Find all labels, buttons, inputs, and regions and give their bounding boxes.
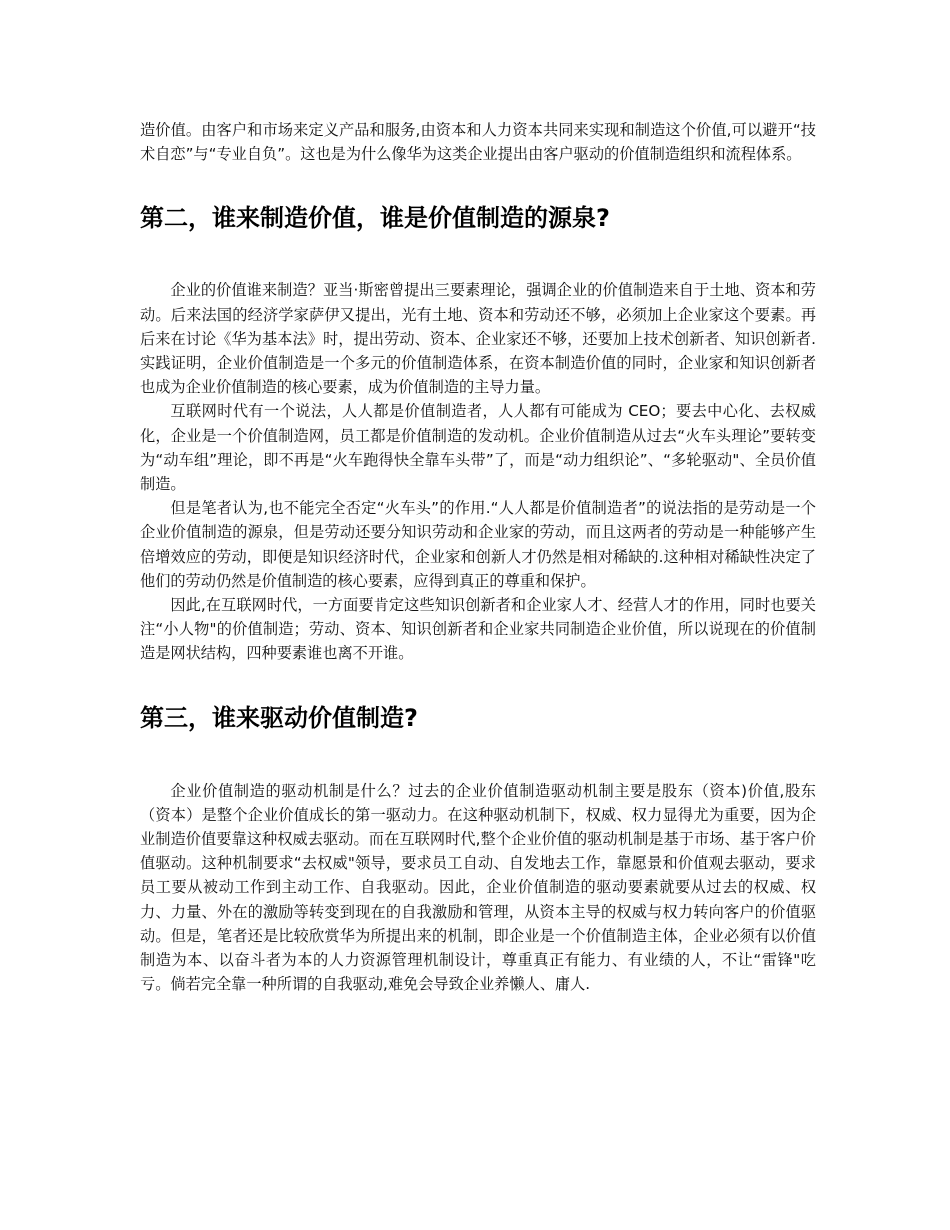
section-2-paragraph-2: 互联网时代有一个说法，人人都是价值制造者，人人都有可能成为 CEO；要去中心化、去权威化，企业是一个价值制造网，员工都是价值制造的发动机。企业价值制造从过去“火车头理论”要转变为“动车组”理论，即不再是“火车跑得快全靠车头带”了，而是“动力组织论”、“多轮驱动"、全员价值制造。	[140, 402, 816, 494]
section-2-paragraph-1: 企业的价值谁来制造？亚当·斯密曾提出三要素理论，强调企业的价值制造来自于土地、资本和劳动。后来法国的经济学家萨伊又提出，光有土地、资本和劳动还不够，必须加上企业家这个要素。再后来在讨论《华为基本法》时，提出劳动、资本、企业家还不够，还要加上技术创新者、知识创新者.实践证明，企业价值制造是一个多元的价值制造体系，在资本制造价值的同时，企业家和知识创新者也成为企业价值制造的核心要素，成为价值制造的主导力量。	[140, 281, 816, 397]
section-3-paragraph-1: 企业价值制造的驱动机制是什么？过去的企业价值制造驱动机制主要是股东（资本)价值,股东（资本）是整个企业价值成长的第一驱动力。在这种驱动机制下，权威、权力显得尤为重要，因为企业制造价值要靠这种权威去驱动。而在互联网时代,整个企业价值的驱动机制是基于市场、基于客户价值驱动。这种机制要求“去权威"领导，要求员工自动、自发地去工作，靠愿景和价值观去驱动，要求员工要从被动工作到主动工作、自我驱动。因此，企业价值制造的驱动要素就要从过去的权威、权力、力量、外在的激励等转变到现在的自我激励和管理，从资本主导的权威与权力转向客户的价值驱动。但是，笔者还是比较欣赏华为所提出来的机制，即企业是一个价值制造主体，企业必须有以价值制造为本、以奋斗者为本的人力资源管理机制设计，尊重真正有能力、有业绩的人，不让“雷锋"吃亏。倘若完全靠一种所谓的自我驱动,难免会导致企业养懒人、庸人.	[140, 781, 816, 994]
document-page	[140, 118, 816, 996]
intro-paragraph: 造价值。由客户和市场来定义产品和服务,由资本和人力资本共同来实现和制造这个价值,可以避开“技术自恋”与“专业自负”。这也是为什么像华为这类企业提出由客户驱动的价值制造组织和流程体系。	[140, 121, 816, 164]
section-2-heading: 第二，谁来制造价值，谁是价值制造的源泉?	[140, 204, 610, 233]
section-2-paragraph-3: 但是笔者认为,也不能完全否定“火车头”的作用.“人人都是价值制造者”的说法指的是劳动是一个企业价值制造的源泉，但是劳动还要分知识劳动和企业家的劳动，而且这两者的劳动是一种能够产生倍增效应的劳动，即便是知识经济时代，企业家和创新人才仍然是相对稀缺的.这种相对稀缺性决定了他们的劳动仍然是价值制造的核心要素，应得到真正的尊重和保护。	[140, 499, 816, 590]
section-3-heading: 第三，谁来驱动价值制造?	[140, 703, 418, 732]
section-2-paragraph-4: 因此,在互联网时代，一方面要肯定这些知识创新者和企业家人才、经营人才的作用，同时也要关注“小人物"的价值制造；劳动、资本、知识创新者和企业家共同制造企业价值，所以说现在的价值制造是网状结构，四种要素谁也离不开谁。	[140, 596, 816, 663]
